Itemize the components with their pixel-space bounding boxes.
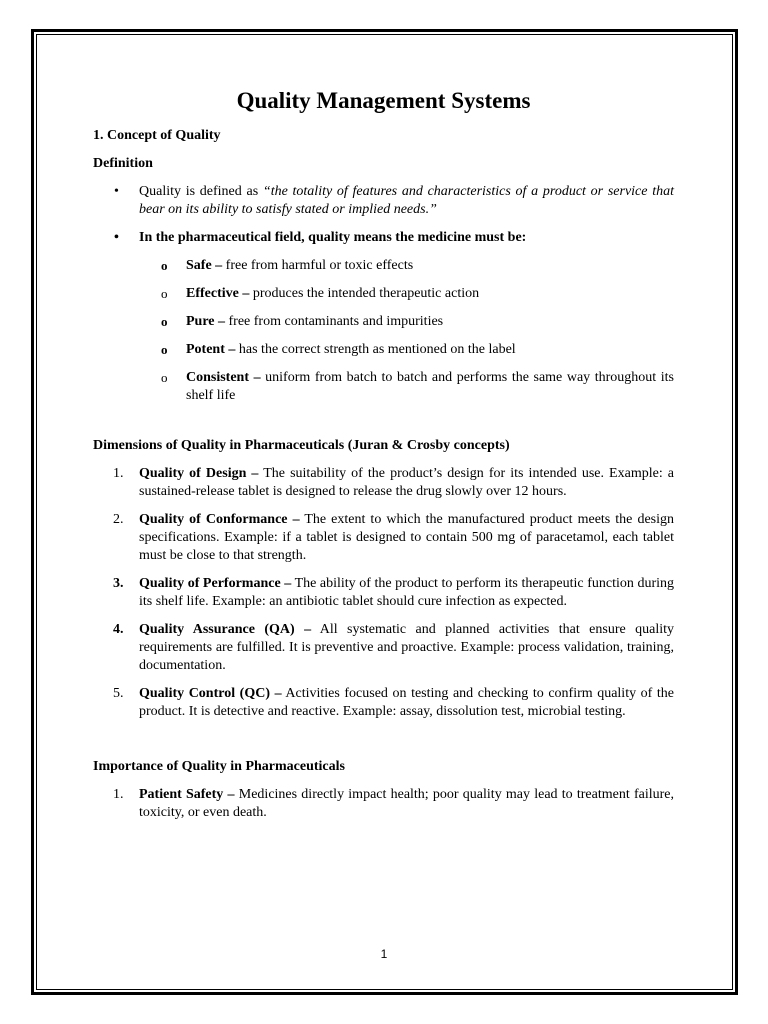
list-item xyxy=(93,183,674,219)
definition-prefix: Quality is defined as xyxy=(139,184,263,199)
term-description: free from harmful or toxic effects xyxy=(222,258,414,273)
term-description: has the correct strength as mentioned on the label xyxy=(235,342,516,357)
page-number: 1 xyxy=(380,947,388,961)
term-description: The ability of the product to perform its therapeutic function during its shelf life. Example: an antibiotic tablet should cure infection as expected. xyxy=(139,576,675,609)
term-description: produces the intended therapeutic action xyxy=(249,286,480,301)
list-item xyxy=(93,285,674,303)
list-item xyxy=(93,465,674,501)
term: Quality of Conformance – xyxy=(139,512,300,527)
sub-marker: o xyxy=(161,342,168,357)
term: Patient Safety – xyxy=(139,787,235,802)
bullet-marker: • xyxy=(114,184,119,199)
section-heading: Importance of Quality in Pharmaceuticals xyxy=(93,759,345,774)
term: Safe – xyxy=(186,258,223,273)
list-item-text: In the pharmaceutical field, quality means the medicine must be: xyxy=(139,230,527,245)
term: Quality of Performance – xyxy=(139,576,292,591)
list-item xyxy=(93,685,674,721)
list-number: 2. xyxy=(113,512,124,527)
document-body xyxy=(93,86,674,822)
term: Quality of Design – xyxy=(139,466,259,481)
list-item xyxy=(93,341,674,359)
definition-heading: Definition xyxy=(93,156,153,171)
list-number: 3. xyxy=(113,576,124,591)
page-title: Quality Management Systems xyxy=(236,88,531,113)
term-description: Medicines directly impact health; poor quality may lead to treatment failure, toxicity, or even death. xyxy=(139,787,674,820)
list-number: 1. xyxy=(113,787,124,802)
term: Quality Control (QC) – xyxy=(139,686,282,701)
term-description: uniform from batch to batch and performs the same way throughout its shelf life xyxy=(186,370,674,403)
term-description: Activities focused on testing and checking to confirm quality of the product. It is detective and reactive. Example: assay, dissolution test, microbial testing. xyxy=(139,686,674,719)
list-item xyxy=(93,313,674,331)
list-item xyxy=(93,369,674,405)
list-item xyxy=(93,257,674,275)
list-item xyxy=(93,621,674,675)
sub-marker: o xyxy=(161,258,168,273)
term: Quality Assurance (QA) – xyxy=(139,622,312,637)
list-number: 5. xyxy=(113,686,124,701)
list-item xyxy=(93,229,674,247)
term-description: free from contaminants and impurities xyxy=(225,314,444,329)
term: Effective – xyxy=(186,286,250,301)
list-item xyxy=(93,786,674,822)
term-description: All systematic and planned activities that ensure quality requirements are fulfilled. It is preventive and proactive. Example: process validation, training, documentation. xyxy=(139,622,674,673)
list-number: 1. xyxy=(113,466,124,481)
term: Consistent – xyxy=(186,370,261,385)
list-item xyxy=(93,511,674,565)
section-heading: 1. Concept of Quality xyxy=(93,128,221,143)
term-description: The suitability of the product’s design for its intended use. Example: a sustained-release tablet is designed to release the drug slowly over 12 hours. xyxy=(139,466,674,499)
sub-marker: o xyxy=(161,370,168,385)
term: Potent – xyxy=(186,342,236,357)
term-description: The extent to which the manufactured product meets the design specifications. Example: if a tablet is designed to contain 500 mg of paracetamol, each tablet must be close to that strength. xyxy=(139,512,674,563)
sub-marker: o xyxy=(161,286,168,301)
list-item xyxy=(93,575,674,611)
definition-quote: “the totality of features and characteristics of a product or service that bear on its ability to satisfy stated or implied needs.” xyxy=(139,184,674,217)
bullet-marker: • xyxy=(114,230,119,245)
sub-marker: o xyxy=(161,314,168,329)
term: Pure – xyxy=(186,314,226,329)
section-heading: Dimensions of Quality in Pharmaceuticals (Juran & Crosby concepts) xyxy=(93,438,510,453)
list-number: 4. xyxy=(113,622,124,637)
